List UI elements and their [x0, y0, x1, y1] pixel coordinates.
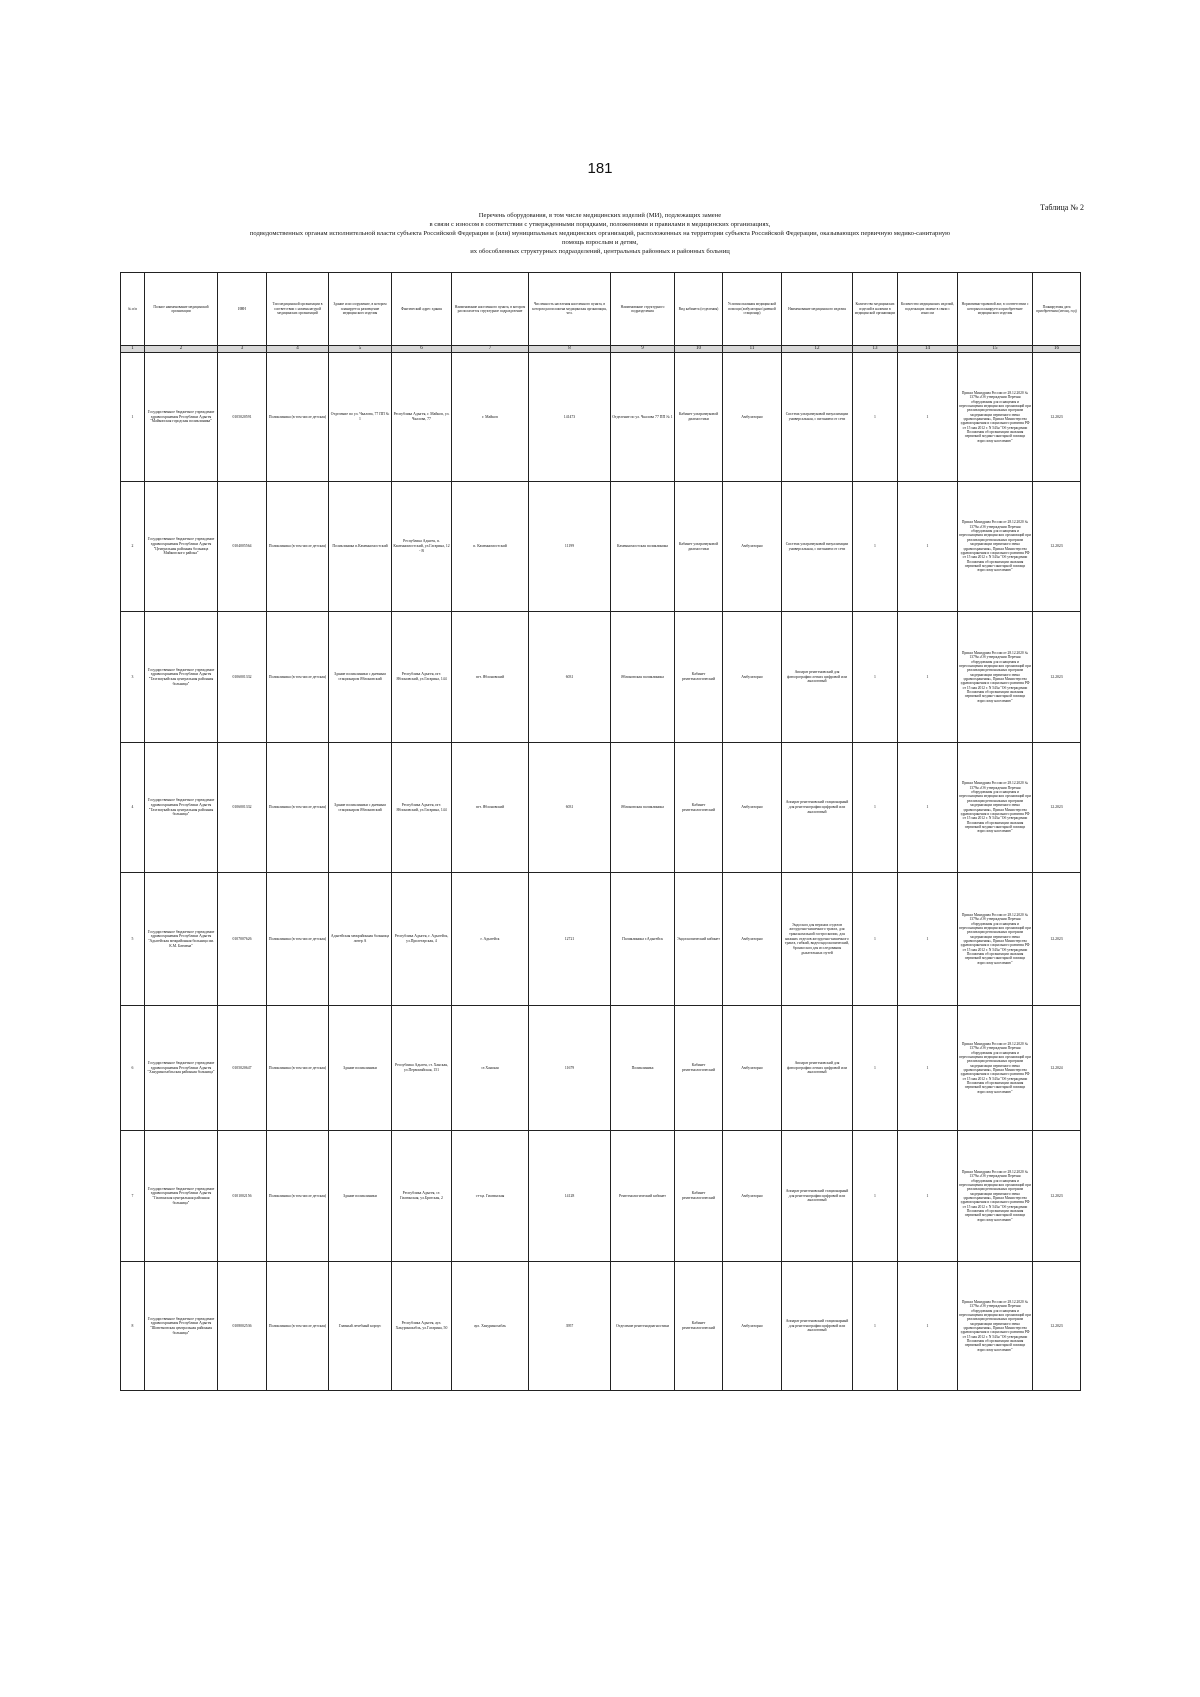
title-line: помощь взрослым и детям,: [562, 239, 638, 246]
cell-unit: Яблоновская поликлиника: [611, 743, 675, 873]
cell-settlement: аул. Хакуринохабль: [452, 1262, 529, 1391]
cell-organization: Государственное бюджетное учреждение здравоохранения Республики Адыгея "Тахтамукайская центральная районная больница": [145, 743, 218, 873]
cell-date: 12.2023: [1033, 1131, 1081, 1262]
cell-number: 7: [121, 1131, 145, 1262]
column-number: 1: [121, 346, 145, 353]
cell-organization: Государственное бюджетное учреждение здравоохранения Республики Адыгея "Майкопская городская поликлиника": [145, 353, 218, 482]
cell-date: 12.2023: [1033, 612, 1081, 743]
column-number: 6: [392, 346, 452, 353]
column-header: Полное наименование медицинской организации: [145, 273, 218, 346]
cell-conditions: Амбулаторно: [723, 1006, 782, 1131]
column-number: 7: [452, 346, 529, 353]
cell-conditions: Амбулаторно: [723, 612, 782, 743]
header-row: [121, 273, 1081, 346]
cell-legal-act: Приказ Минздрава России от 28.12.2020 № 1379н «Об утверждении Перечня оборудования для оснащения и переоснащения медицинских организаций при реализации региональных программ модернизации первичного звена здравоохранения», Приказ Министерства здравоохранения и социального развития РФ от 15 мая 2012 г. N 543н "Об утверждении Положения об организации оказания первичной медико-санитарной помощи взрослому населению": [958, 1131, 1033, 1262]
cell-unit: Отделение по ул. Чкалова 77 ПП № 1: [611, 353, 675, 482]
column-number: 11: [723, 346, 782, 353]
cell-conditions: Амбулаторно: [723, 1262, 782, 1391]
cell-settlement: пгт. Яблоновский: [452, 743, 529, 873]
cell-qty-replace: 1: [898, 482, 958, 612]
cell-qty-replace: 1: [898, 743, 958, 873]
title-line: в связи с износом в соответствии с утвержденными порядками, положениями и правилами в медицинских организациях,: [429, 221, 771, 228]
cell-settlement: п. Каменномостский: [452, 482, 529, 612]
cell-qty-have: 1: [853, 1006, 898, 1131]
cell-legal-act: Приказ Минздрава России от 28.12.2020 № 1379н «Об утверждении Перечня оборудования для оснащения и переоснащения медицинских организаций при реализации региональных программ модернизации первичного звена здравоохранения», Приказ Министерства здравоохранения и социального развития РФ от 15 мая 2012 г. N 543н "Об утверждении Положения об организации оказания первичной медико-санитарной помощи взрослому населению": [958, 1262, 1033, 1391]
cell-date: 12.2023: [1033, 353, 1081, 482]
cell-organization: Государственное бюджетное учреждение здравоохранения Республики Адыгея "Центральная районная больница Майкопского района": [145, 482, 218, 612]
cell-settlement: ст.Ханская: [452, 1006, 529, 1131]
cell-cabinet: Кабинет рентгенологический: [675, 1262, 723, 1391]
cell-qty-replace: 1: [898, 1262, 958, 1391]
cell-qty-have: 1: [853, 612, 898, 743]
cell-population: 14128: [529, 1131, 611, 1262]
cell-cabinet: Кабинет ультразвуковой диагностики: [675, 353, 723, 482]
column-header: Наименование медицинского изделия: [782, 273, 853, 346]
cell-inn: 0105020647: [218, 1006, 267, 1131]
cell-address: Республика Адыгея, ст. Гиагинская, ул.Братская, 2: [392, 1131, 452, 1262]
cell-qty-replace: 1: [898, 1006, 958, 1131]
page-number: 181: [587, 160, 613, 177]
cell-inn: 0106001332: [218, 612, 267, 743]
cell-device: Аппарат рентгеновский стационарный для рентгенографии цифровой или аналоговый: [782, 1131, 853, 1262]
cell-qty-replace: 1: [898, 612, 958, 743]
column-header: Планируемая дата приобретения (месяц, год): [1033, 273, 1081, 346]
column-number-row: [121, 346, 1081, 353]
cell-inn: 0105020591: [218, 353, 267, 482]
column-header: Количество медицинских изделий, подлежащих замене в связи с износом: [898, 273, 958, 346]
cell-conditions: Амбулаторно: [723, 743, 782, 873]
cell-qty-have: 1: [853, 743, 898, 873]
column-number: 4: [267, 346, 329, 353]
cell-unit: Яблоновская поликлиника: [611, 612, 675, 743]
cell-device: Аппарат рентгеновский стационарный для рентгенографии цифровой или аналоговый: [782, 743, 853, 873]
cell-org-type: Поликлиника (в том числе детская): [267, 482, 329, 612]
cell-qty-have: 1: [853, 482, 898, 612]
cell-inn: 0106001332: [218, 743, 267, 873]
cell-building: Главный лечебный корпус: [329, 1262, 392, 1391]
cell-qty-replace: 1: [898, 1131, 958, 1262]
cell-legal-act: Приказ Минздрава России от 28.12.2020 № 1379н «Об утверждении Перечня оборудования для оснащения и переоснащения медицинских организаций при реализации региональных программ модернизации первичного звена здравоохранения», Приказ Министерства здравоохранения и социального развития РФ от 15 мая 2012 г. N 543н "Об утверждении Положения об организации оказания первичной медико-санитарной помощи взрослому населению": [958, 873, 1033, 1006]
cell-cabinet: Кабинет рентгенологический: [675, 1006, 723, 1131]
table-row: [121, 873, 1081, 1006]
cell-org-type: Поликлиника (в том числе детская): [267, 743, 329, 873]
cell-qty-have: 1: [853, 353, 898, 482]
cell-qty-have: 1: [853, 1131, 898, 1262]
column-header: ИНН: [218, 273, 267, 346]
cell-device: Аппарат рентгеновский для флюорографии легких цифровой или аналоговый: [782, 1006, 853, 1131]
cell-conditions: Амбулаторно: [723, 873, 782, 1006]
cell-device: Аппарат рентгеновский для флюорографии легких цифровой или аналоговый: [782, 612, 853, 743]
cell-population: 12721: [529, 873, 611, 1006]
cell-legal-act: Приказ Минздрава России от 28.12.2020 № 1379н «Об утверждении Перечня оборудования для оснащения и переоснащения медицинских организаций при реализации региональных программ модернизации первичного звена здравоохранения», Приказ Министерства здравоохранения и социального развития РФ от 15 мая 2012 г. N 543н "Об утверждении Положения об организации оказания первичной медико-санитарной помощи взрослому населению": [958, 353, 1033, 482]
cell-date: 12.2023: [1033, 873, 1081, 1006]
cell-unit: Каменномостская поликлиника: [611, 482, 675, 612]
cell-qty-replace: 1: [898, 353, 958, 482]
table-body: [121, 353, 1081, 1391]
column-number: 2: [145, 346, 218, 353]
table-row: [121, 1262, 1081, 1391]
cell-cabinet: Эндоскопический кабинет: [675, 873, 723, 1006]
cell-org-type: Поликлиника (в том числе детская): [267, 612, 329, 743]
cell-cabinet: Кабинет ультразвуковой диагностики: [675, 482, 723, 612]
cell-address: Республика Адыгея, г. Адыгейск, ул.Пролетарская, 4: [392, 873, 452, 1006]
cell-population: 141473: [529, 353, 611, 482]
cell-address: Республика Адыгея, аул. Хакуринохабль, ул.Гагарина, 50: [392, 1262, 452, 1391]
cell-date: 12.2023: [1033, 482, 1081, 612]
column-header: Условия оказания медицинской помощи (амбулаторно/дневной стационар): [723, 273, 782, 346]
cell-unit: Поликлиника г.Адыгейск: [611, 873, 675, 1006]
column-header: № п/п: [121, 273, 145, 346]
cell-org-type: Поликлиника (в том числе детская): [267, 873, 329, 1006]
cell-number: 8: [121, 1262, 145, 1391]
cell-organization: Государственное бюджетное учреждение здравоохранения Республики Адыгея "Хакуринохабльская районная больница": [145, 1006, 218, 1131]
column-header: Вид кабинета (отделения): [675, 273, 723, 346]
cell-number: 4: [121, 743, 145, 873]
cell-settlement: пгт. Яблоновский: [452, 612, 529, 743]
cell-legal-act: Приказ Минздрава России от 28.12.2020 № 1379н «Об утверждении Перечня оборудования для оснащения и переоснащения медицинских организаций при реализации региональных программ модернизации первичного звена здравоохранения», Приказ Министерства здравоохранения и социального развития РФ от 15 мая 2012 г. N 543н "Об утверждении Положения об организации оказания первичной медико-санитарной помощи взрослому населению": [958, 482, 1033, 612]
column-header: Наименование населенного пункта, в котором располагается структурное подразделение: [452, 273, 529, 346]
cell-unit: Рентгенологический кабинет: [611, 1131, 675, 1262]
table-row: [121, 612, 1081, 743]
table-row: [121, 743, 1081, 873]
cell-cabinet: Кабинет рентгенологический: [675, 1131, 723, 1262]
equipment-table: [120, 272, 1081, 1391]
cell-unit: Поликлиника: [611, 1006, 675, 1131]
cell-conditions: Амбулаторно: [723, 353, 782, 482]
cell-address: Республика Адыгея, пгт. Яблоновский, ул.Гагарина, 144: [392, 612, 452, 743]
column-header: Тип медицинской организации в соответствии с номенклатурой медицинских организаций: [267, 273, 329, 346]
cell-building: Здание поликлиники с дневным стационаром Яблоновский: [329, 743, 392, 873]
title-line: подведомственных органам исполнительной власти субъекта Российской Федерации и (или) муниципальных медицинских организаций, расположенных на территории субъекта Российской Федерации, оказывающих первичную медико-санитарную: [249, 230, 951, 237]
cell-number: 3: [121, 612, 145, 743]
document-title: [120, 211, 1080, 256]
column-header: Численность населения населенного пункта, в котором расположена медицинская организация, чел.: [529, 273, 611, 346]
cell-conditions: Амбулаторно: [723, 1131, 782, 1262]
cell-org-type: Поликлиника (в том числе детская): [267, 353, 329, 482]
title-line: Перечень оборудования, в том числе медицинских изделий (МИ), подлежащих замене: [478, 212, 722, 219]
table-row: [121, 1131, 1081, 1262]
cell-settlement: ст-ца. Гиагинская: [452, 1131, 529, 1262]
cell-device: Система ультразвуковой визуализации универсальная, с питанием от сети: [782, 482, 853, 612]
column-number: 13: [853, 346, 898, 353]
cell-date: 12.2024: [1033, 1006, 1081, 1131]
cell-date: 12.2023: [1033, 743, 1081, 873]
cell-legal-act: Приказ Минздрава России от 28.12.2020 № 1379н «Об утверждении Перечня оборудования для оснащения и переоснащения медицинских организаций при реализации региональных программ модернизации первичного звена здравоохранения», Приказ Министерства здравоохранения и социального развития РФ от 15 мая 2012 г. N 543н "Об утверждении Положения об организации оказания первичной медико-санитарной помощи взрослому населению": [958, 1006, 1033, 1131]
column-number: 10: [675, 346, 723, 353]
cell-inn: 0101002156: [218, 1131, 267, 1262]
cell-building: Адыгейская межрайонная больница литер А: [329, 873, 392, 1006]
title-line: их обособленных структурных подразделений, центральных районных и районных больниц: [470, 248, 730, 255]
cell-address: Республика Адыгея, пгт. Яблоновский, ул.Гагарина, 144: [392, 743, 452, 873]
cell-qty-have: 1: [853, 873, 898, 1006]
cell-org-type: Поликлиника (в том числе детская): [267, 1262, 329, 1391]
cell-qty-replace: 1: [898, 873, 958, 1006]
cell-population: 3957: [529, 1262, 611, 1391]
cell-building: Здание поликлиники с дневным стационаром Яблоновский: [329, 612, 392, 743]
cell-settlement: г. Майкоп: [452, 353, 529, 482]
column-number: 12: [782, 346, 853, 353]
cell-population: 6031: [529, 743, 611, 873]
cell-unit: Отделение рентгенодиагностики: [611, 1262, 675, 1391]
cell-device: Система ультразвуковой визуализации универсальная, с питанием от сети: [782, 353, 853, 482]
table-row: [121, 353, 1081, 482]
column-header: Здание или сооружение, в котором планируется размещение медицинского изделия: [329, 273, 392, 346]
cell-number: 1: [121, 353, 145, 482]
cell-address: Республика Адыгея, г. Майкоп, ул. Чкалова, 77: [392, 353, 452, 482]
table-row: [121, 482, 1081, 612]
cell-inn: 0107007626: [218, 873, 267, 1006]
table-label: Таблица № 2: [1040, 203, 1084, 212]
cell-qty-have: 1: [853, 1262, 898, 1391]
column-number: 16: [1033, 346, 1081, 353]
cell-organization: Государственное бюджетное учреждение здравоохранения Республики Адыгея "Тахтамукайская центральная районная больница": [145, 612, 218, 743]
cell-building: Поликлиника п.Каменномостский: [329, 482, 392, 612]
cell-number: 2: [121, 482, 145, 612]
cell-device: Аппарат рентгеновский стационарный для рентгенографии цифровой или аналоговый: [782, 1262, 853, 1391]
cell-population: 6031: [529, 612, 611, 743]
cell-organization: Государственное бюджетное учреждение здравоохранения Республики Адыгея "Шовгеновская центральная районная больница": [145, 1262, 218, 1391]
cell-building: Здание поликлиники: [329, 1131, 392, 1262]
cell-organization: Государственное бюджетное учреждение здравоохранения Республики Адыгея "Адыгейская межрайонная больница им. К.М. Батмена": [145, 873, 218, 1006]
cell-inn: 0104005564: [218, 482, 267, 612]
cell-building: Отделение по ул. Чкалова, 77 ПП № 1: [329, 353, 392, 482]
table-row: [121, 1006, 1081, 1131]
column-number: 5: [329, 346, 392, 353]
cell-number: 5: [121, 873, 145, 1006]
column-header: Количество медицинских изделий в наличии в медицинской организации: [853, 273, 898, 346]
cell-population: 11199: [529, 482, 611, 612]
column-header: Нормативно-правовой акт, в соответствии с которым планируется приобретение медицинского изделия: [958, 273, 1033, 346]
cell-cabinet: Кабинет рентгенологический: [675, 612, 723, 743]
column-number: 8: [529, 346, 611, 353]
cell-building: Здание поликлиники: [329, 1006, 392, 1131]
column-header: Наименование структурного подразделения: [611, 273, 675, 346]
cell-legal-act: Приказ Минздрава России от 28.12.2020 № 1379н «Об утверждении Перечня оборудования для оснащения и переоснащения медицинских организаций при реализации региональных программ модернизации первичного звена здравоохранения», Приказ Министерства здравоохранения и социального развития РФ от 15 мая 2012 г. N 543н "Об утверждении Положения об организации оказания первичной медико-санитарной помощи взрослому населению": [958, 612, 1033, 743]
column-number: 15: [958, 346, 1033, 353]
cell-org-type: Поликлиника (в том числе детская): [267, 1131, 329, 1262]
cell-date: 12.2023: [1033, 1262, 1081, 1391]
cell-organization: Государственное бюджетное учреждение здравоохранения Республики Адыгея "Гиагинская центральная районная больница": [145, 1131, 218, 1262]
cell-device: Эндоскоп для верхних отделов желудочно-кишечного тракта, для трансназальной гастроскопии, для нижних отделов желудочно-кишечного тракта, гибкий, видеоэндоскопический, бронхоскоп для исследования дыхательных путей: [782, 873, 853, 1006]
column-header: Фактический адрес здания: [392, 273, 452, 346]
cell-population: 11679: [529, 1006, 611, 1131]
cell-org-type: Поликлиника (в том числе детская): [267, 1006, 329, 1131]
cell-address: Республика Адыгея, ст. Ханская, ул.Первомайская, 151: [392, 1006, 452, 1131]
column-number: 9: [611, 346, 675, 353]
cell-settlement: г. Адыгейск: [452, 873, 529, 1006]
cell-inn: 0108002536: [218, 1262, 267, 1391]
cell-conditions: Амбулаторно: [723, 482, 782, 612]
column-number: 3: [218, 346, 267, 353]
cell-cabinet: Кабинет рентгенологический: [675, 743, 723, 873]
cell-address: Республика Адыгея, п. Каменномостский, ул.Гагарина, 12 - В: [392, 482, 452, 612]
cell-number: 6: [121, 1006, 145, 1131]
cell-legal-act: Приказ Минздрава России от 28.12.2020 № 1379н «Об утверждении Перечня оборудования для оснащения и переоснащения медицинских организаций при реализации региональных программ модернизации первичного звена здравоохранения», Приказ Министерства здравоохранения и социального развития РФ от 15 мая 2012 г. N 543н "Об утверждении Положения об организации оказания первичной медико-санитарной помощи взрослому населению": [958, 743, 1033, 873]
column-number: 14: [898, 346, 958, 353]
